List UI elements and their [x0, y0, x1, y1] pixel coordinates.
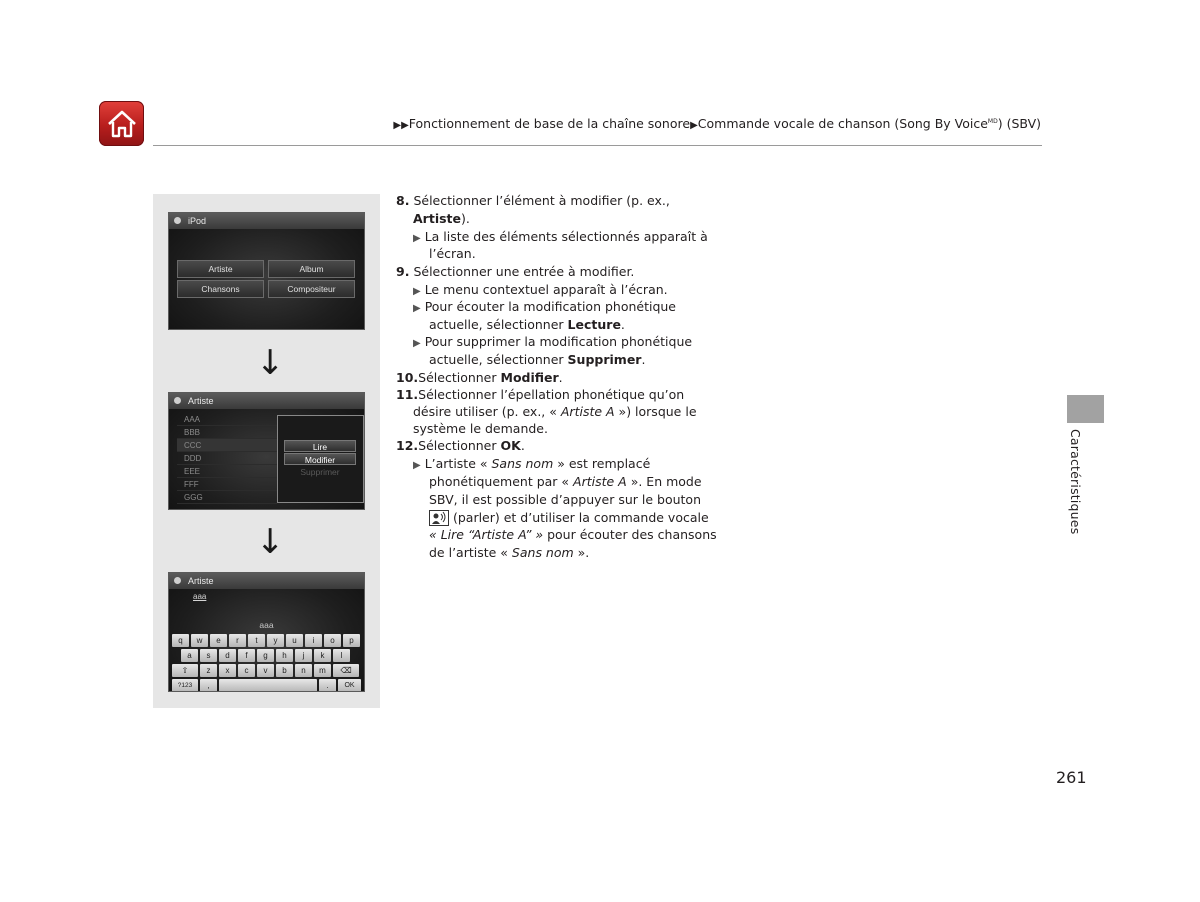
ok-key: OK: [338, 679, 361, 692]
context-menu: [277, 415, 364, 503]
entry-text: aaa: [193, 592, 207, 601]
menu-dot-icon: [174, 577, 181, 584]
breadcrumb-item-2[interactable]: Commande vocale de chanson (Song By Voice$^{MD}$) (SBV): [697, 116, 1041, 131]
key: e: [210, 634, 227, 647]
input-preview: aaa: [259, 620, 274, 630]
screen-title: Artiste: [169, 573, 364, 589]
home-button[interactable]: [99, 101, 144, 146]
down-arrow-icon: ↓: [256, 522, 285, 562]
key: r: [229, 634, 246, 647]
key: s: [200, 649, 217, 662]
list-item: GGG: [177, 491, 277, 504]
space-key: [219, 679, 317, 692]
screen-keyboard: [168, 572, 365, 692]
key: g: [257, 649, 274, 662]
key: l: [333, 649, 350, 662]
breadcrumb-arrow-icon: ▶▶: [393, 120, 409, 131]
key: p: [343, 634, 360, 647]
lire-option: Lire: [284, 440, 356, 452]
header-divider: [153, 145, 1042, 146]
section-tab-label: Caractéristiques: [1068, 429, 1083, 535]
supprimer-option: Supprimer: [300, 467, 340, 477]
section-tab[interactable]: [1067, 395, 1104, 423]
talk-button-icon: [429, 510, 449, 526]
screen-title: iPod: [169, 213, 364, 229]
result-arrow-icon: ▶: [413, 303, 421, 314]
list-item: AAA: [177, 413, 277, 426]
list-item: BBB: [177, 426, 277, 439]
list-item: EEE: [177, 465, 277, 478]
key: d: [219, 649, 236, 662]
breadcrumb: [393, 116, 1041, 131]
list-item: FFF: [177, 478, 277, 491]
breadcrumb-item-1[interactable]: Fonctionnement de base de la chaîne sonore: [408, 116, 691, 131]
result-arrow-icon: ▶: [413, 338, 421, 349]
key: t: [248, 634, 265, 647]
period-key: .: [319, 679, 336, 692]
comma-key: ,: [200, 679, 217, 692]
key: y: [267, 634, 284, 647]
key: z: [200, 664, 217, 677]
menu-dot-icon: [174, 397, 181, 404]
result-arrow-icon: ▶: [413, 460, 421, 471]
key: a: [181, 649, 198, 662]
symbols-key: ?123: [172, 679, 198, 692]
key: j: [295, 649, 312, 662]
figure-panel: [153, 194, 380, 708]
breadcrumb-arrow-icon: ▶: [690, 120, 698, 131]
key: k: [314, 649, 331, 662]
list-item: CCC: [177, 439, 277, 452]
key: v: [257, 664, 274, 677]
list-item: DDD: [177, 452, 277, 465]
key: o: [324, 634, 341, 647]
menu-dot-icon: [174, 217, 181, 224]
result-arrow-icon: ▶: [413, 233, 421, 244]
chansons-button: Chansons: [177, 280, 264, 298]
key: q: [172, 634, 189, 647]
artiste-button: Artiste: [177, 260, 264, 278]
screen-artiste-list: [168, 392, 365, 510]
shift-key: ⇧: [172, 664, 198, 677]
key: x: [219, 664, 236, 677]
key: f: [238, 649, 255, 662]
key: n: [295, 664, 312, 677]
key: i: [305, 634, 322, 647]
key: c: [238, 664, 255, 677]
album-button: Album: [268, 260, 355, 278]
screen-ipod-menu: [168, 212, 365, 330]
backspace-key: ⌫: [333, 664, 359, 677]
key: h: [276, 649, 293, 662]
screen-title: Artiste: [169, 393, 364, 409]
result-arrow-icon: ▶: [413, 286, 421, 297]
down-arrow-icon: ↓: [256, 343, 285, 383]
key: u: [286, 634, 303, 647]
key: b: [276, 664, 293, 677]
key: m: [314, 664, 331, 677]
home-icon: [106, 109, 138, 139]
page-number: 261: [1056, 768, 1087, 787]
key: w: [191, 634, 208, 647]
onscreen-keyboard: [171, 633, 362, 692]
modifier-option: Modifier: [284, 453, 356, 465]
compositeur-button: Compositeur: [268, 280, 355, 298]
